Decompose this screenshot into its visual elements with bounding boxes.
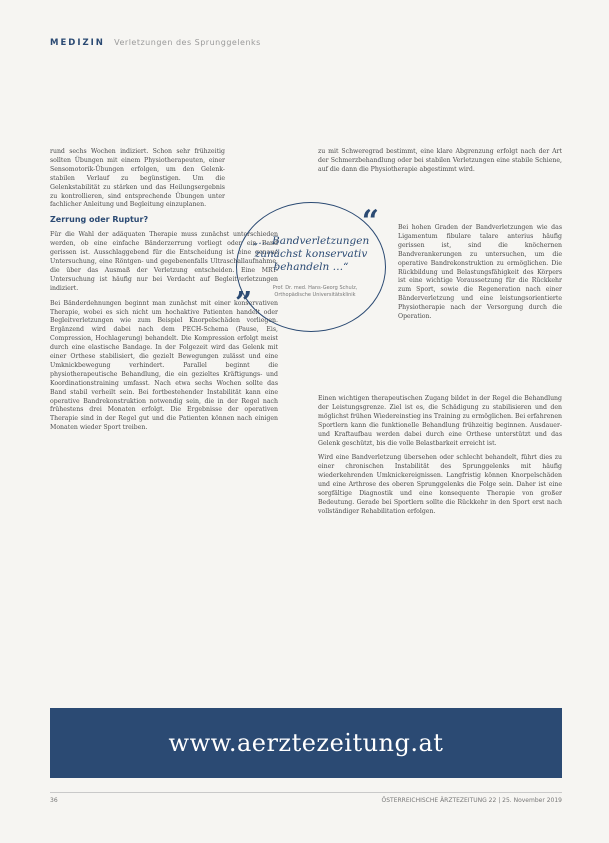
right-paragraph-4: Wird eine Bandverletzung übersehen oder schlecht behandelt, führt dies zu einer chronischen Instabilität des Sprunggelenks mit häufig wiederkehrenden Umknickereignissen. Langfristig können Knorpelschäden und eine Arthrose des oberen Sprunggelenks die Folge sein. Daher ist eine sorgfältige Diagnostik und eine konsequente Therapie von großer Bedeutung. Gerade bei Sportlern sollte die Rückkehr in den Sport erst nach vollständiger Rehabilitation erfolgen. bbox=[318, 454, 562, 515]
quote-text: „… Bandverletzungen zunächst konservativ behandeln …“ bbox=[252, 235, 370, 273]
left-paragraph-3: Bei Bänderdehnungen beginnt man zunächst mit einer konservativen Therapie, wobei es sich nicht um hochaktive Patienten handelt oder Begleitverletzungen wie zum Beispiel Knorpelschäden vorliegen. Ergänzend wird dabei nach dem PECH-Schema (Pause, Eis, Compression, Hochlagerung) behandelt. Die Kompression erfolgt meist durch eine elastische Bandage. In der Folgezeit wird das Gelenk mit einer Orthese stabilisiert, die gezielt Bewegungen zulässt und eine Umknickbewegung verhindert. Parallel beginnt die physiotherapeutische Behandlung, die ein gezieltes Kräftigungs- und Koordinationstraining umfasst. Nach etwa sechs Wochen sollte das Band stabil verheilt sein. Bei fortbestehender Instabilität kann eine operative Bandrekonstruktion notwendig sein, die in der Regel nach frühestens drei Monaten erfolgt. Die Ergebnisse der operativen Therapie sind in der Regel gut und die Patienten können nach einigen Monaten wieder Sport treiben. bbox=[50, 299, 278, 432]
banner-url[interactable]: www.aerztezeitung.at bbox=[168, 729, 444, 757]
quote-open-icon: “ bbox=[361, 204, 379, 239]
subheading-zerrung: Zerrung oder Ruptur? bbox=[50, 215, 149, 225]
left-paragraph-1: rund sechs Wochen indiziert. Schon sehr frühzeitig sollten Übungen mit einem Physiotherapeuten, einer Sensomotorik-Übungen erfolgen, um den Gelenk-stabilen Verlauf zu begünstigen. Um die Gelenkstabilität zu stärken und das Heilungsergebnis zu kontrollieren, sind entsprechende Übungen unter fachlicher Anleitung und Begleitung einzuplanen. bbox=[50, 148, 225, 209]
website-banner[interactable] bbox=[50, 708, 562, 778]
topic-label: Verletzungen des Sprunggelenks bbox=[114, 38, 261, 47]
pull-quote bbox=[236, 202, 386, 332]
quote-source: Prof. Dr. med. Hans-Georg Schulz, Orthopädische Universitätsklinik bbox=[272, 285, 358, 298]
right-column-low bbox=[318, 395, 562, 523]
publication-info: ÖSTERREICHISCHE ÄRZTEZEITUNG 22 | 25. November 2019 bbox=[381, 797, 562, 804]
section-label: MEDIZIN bbox=[50, 38, 105, 48]
right-paragraph-2: Bei hohen Graden der Bandverletzungen wie das Ligamentum fibulare talare anterius häufig gerissen ist, sind die knöchernen Bandverankerungen zu untersuchen, um die operative Bandrekonstruktion zu ermöglichen. Die Rückbildung und Belastungsfähigkeit des Körpers ist eine wichtige Voraussetzung für die Rückkehr zum Sport, sowie die Regeneration nach einer Bänderverletzung und eine leistungsorientierte Physiotherapie nach der Versorgung durch die Operation. bbox=[398, 224, 562, 321]
right-paragraph-1: zu mit Schweregrad bestimmt, eine klare Abgrenzung erfolgt nach der Art der Schmerzbehandlung oder bei stabilen Verletzungen eine stabile Schiene, auf die dann die Physiotherapie abgestimmt wird. bbox=[318, 148, 562, 173]
left-paragraph-2: Für die Wahl der adäquaten Therapie muss zunächst unterschieden werden, ob eine einfache Bänderzerrung vorliegt oder ein Band gerissen ist. Ausschlaggebend für die Entscheidung ist eine genaue Untersuchung, eine Röntgen- und gegebenenfalls Ultraschallaufnahme, die über das Ausmaß der Verletzung entscheiden. Eine MRT-Untersuchung ist häufig nur bei Verdacht auf Begleitverletzungen indiziert. bbox=[50, 231, 278, 292]
right-paragraph-3: Einen wichtigen therapeutischen Zugang bildet in der Regel die Behandlung der Leistungsgrenze. Ziel ist es, die Schädigung zu stabilisieren und den möglichst frühen Wiedereinstieg ins Training zu ermöglichen. Bei erfahrenen Sportlern kann die funktionelle Behandlung frühzeitig beginnen. Ausdauer- und Kraftaufbau werden dabei durch eine Orthese unterstützt und das Gelenk geschützt, bis die volle Belastbarkeit erreicht ist. bbox=[318, 395, 562, 447]
footer-divider bbox=[50, 792, 562, 793]
page-number: 36 bbox=[50, 797, 58, 804]
left-column bbox=[50, 148, 278, 439]
right-column-mid bbox=[398, 224, 562, 328]
right-column-top bbox=[318, 148, 562, 181]
page-header bbox=[50, 38, 261, 48]
quote-close-icon: ” bbox=[235, 286, 253, 321]
